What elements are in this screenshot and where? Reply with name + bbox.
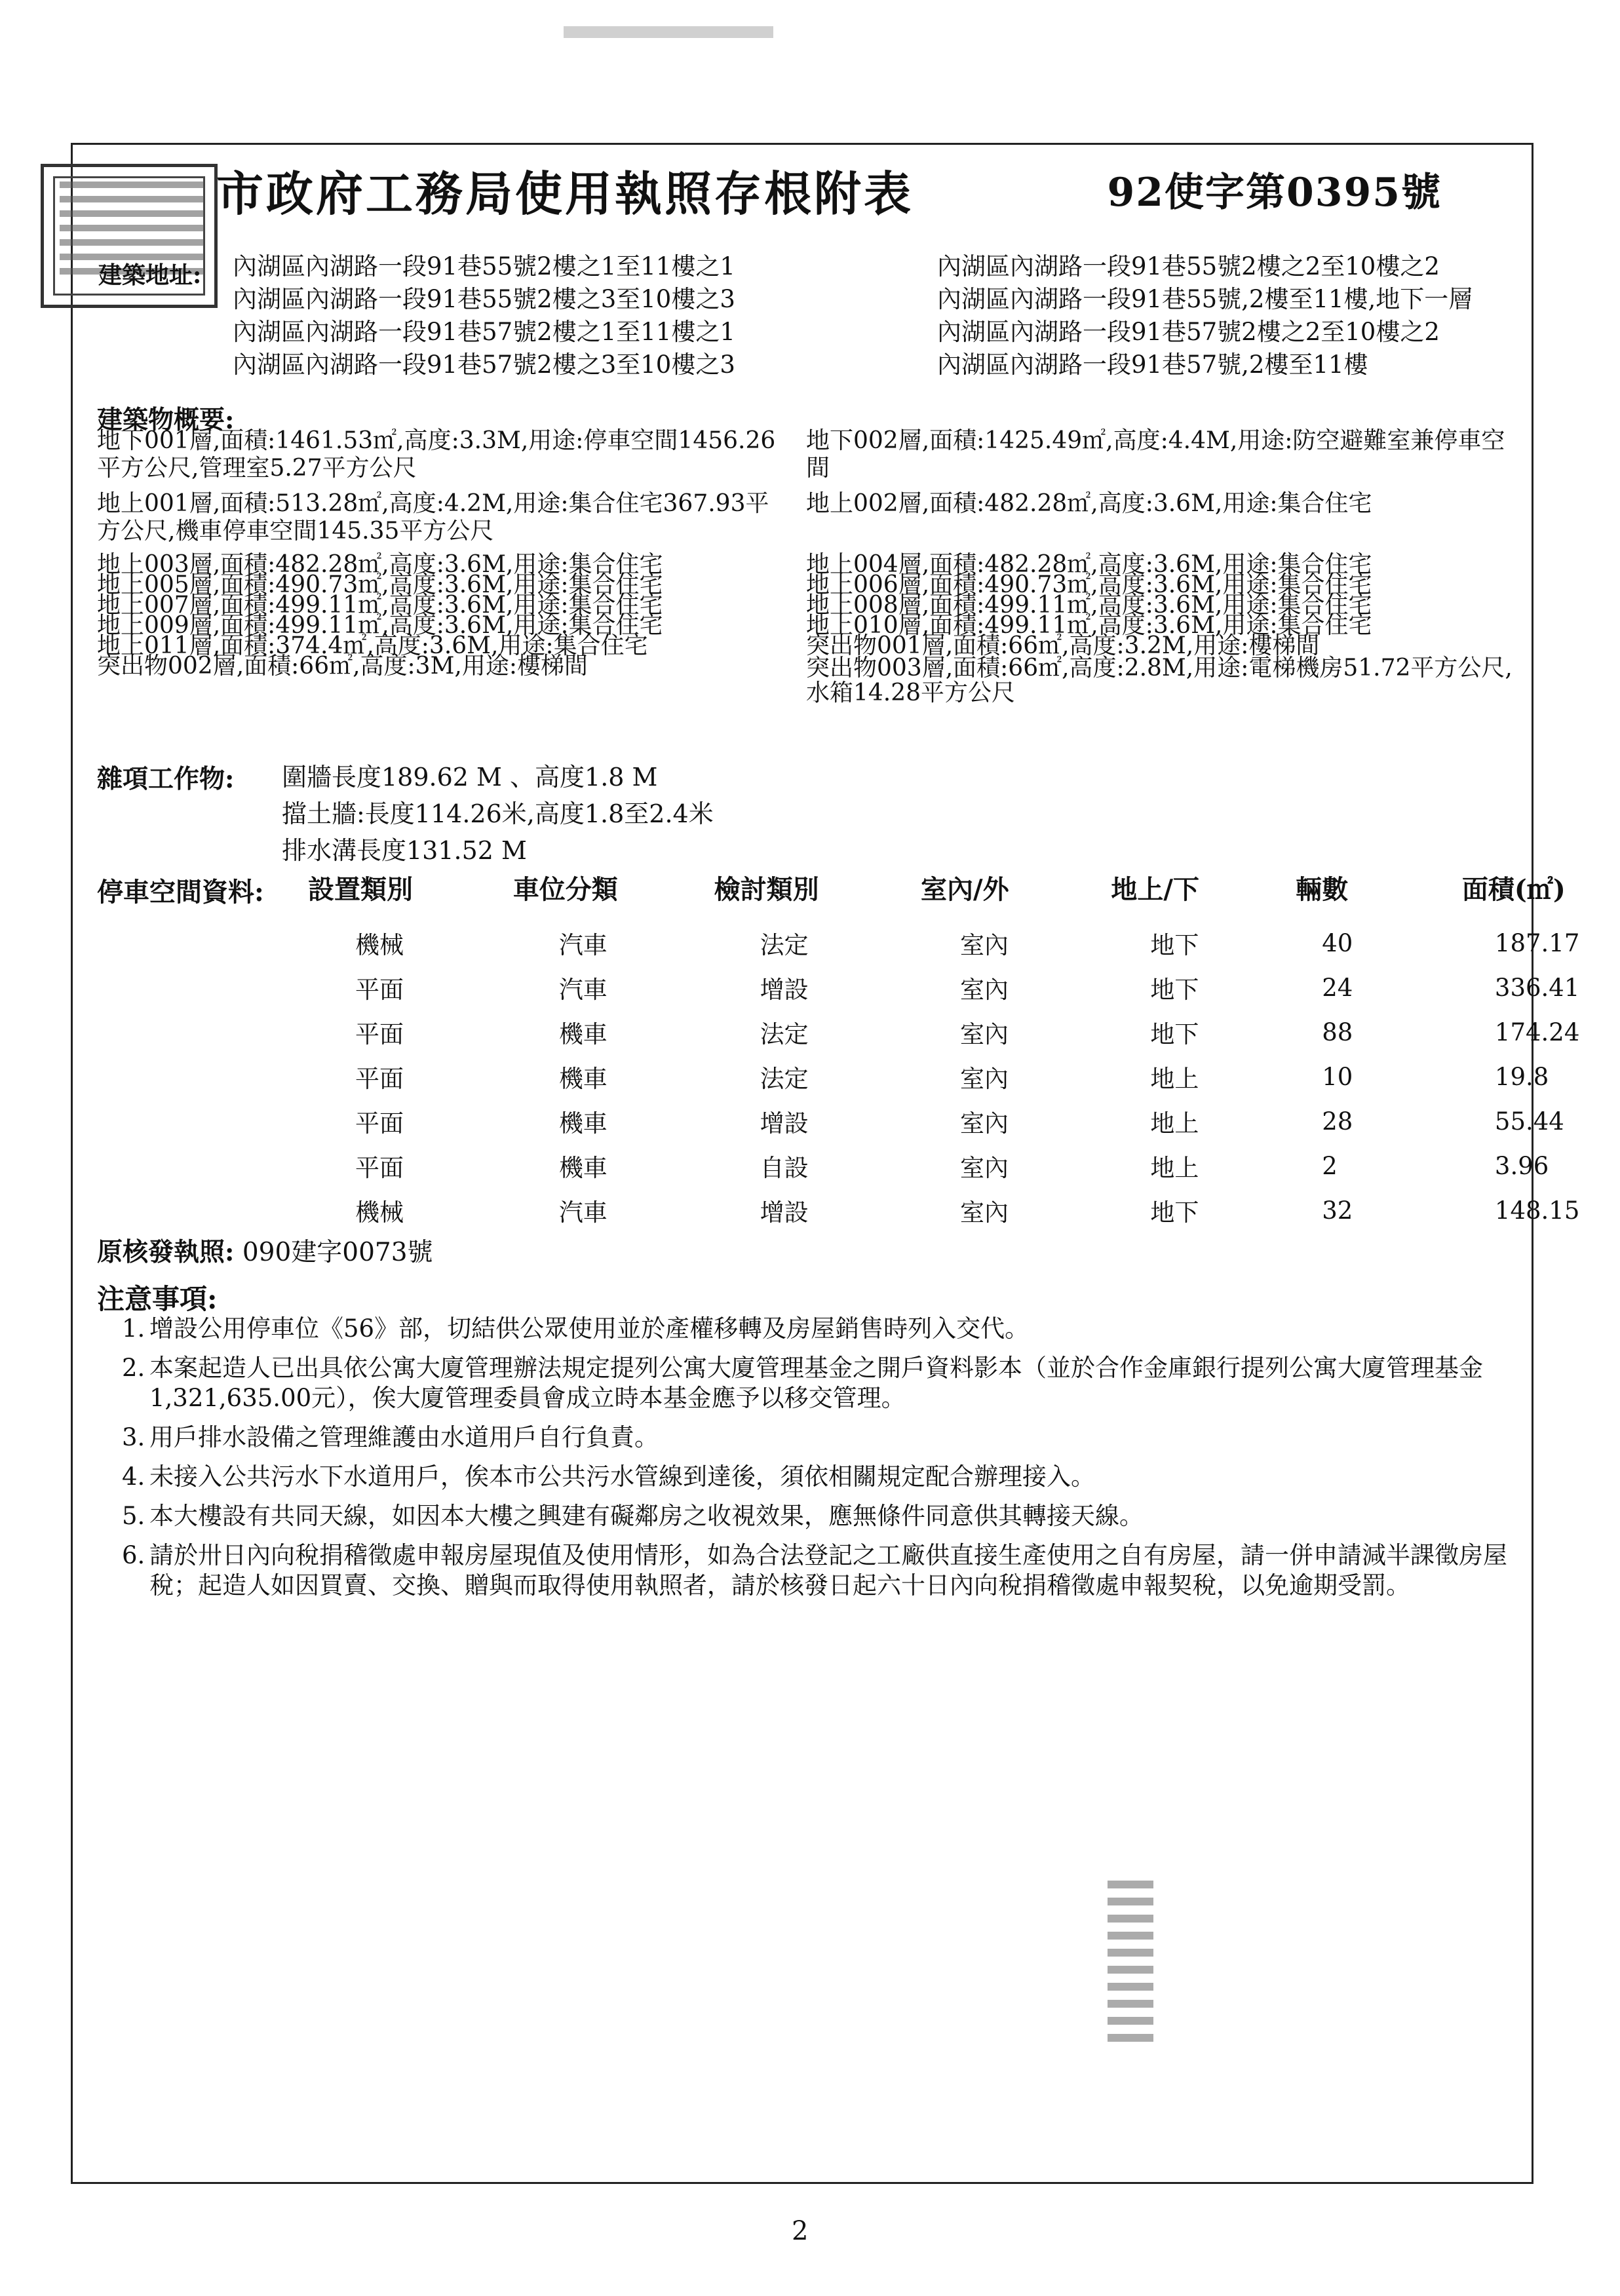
- cell: 室內: [960, 1065, 1009, 1093]
- document-title: 市政府工務局使用執照存根附表: [216, 166, 914, 221]
- notes-list: [122, 1314, 1511, 1610]
- col-header-area: 面積(㎡): [1461, 874, 1566, 905]
- floor-entry: 突出物001層,面積:66㎡,高度:3.2M,用途:樓梯間: [806, 632, 1320, 659]
- cell: 平面: [355, 1065, 404, 1093]
- note-item: [122, 1501, 1511, 1531]
- note-number: 5.: [122, 1502, 145, 1530]
- cell: 148.15: [1494, 1196, 1580, 1225]
- cell: 地下: [1150, 1020, 1199, 1048]
- misc-works-label: 雜項工作物:: [97, 764, 235, 794]
- overview-right-b: [806, 551, 1514, 706]
- cell: 室內: [960, 931, 1009, 959]
- cell: 地下: [1150, 931, 1199, 959]
- cell: 增設: [760, 1109, 809, 1138]
- table-row: [308, 921, 1620, 965]
- vertical-seal-stamp: [1108, 1881, 1153, 2071]
- cell: 室內: [960, 1198, 1009, 1227]
- note-text: 未接入公共污水下水道用戶，俟本市公共污水管線到達後，須依相關規定配合辦理接入。: [149, 1463, 1095, 1491]
- note-text: 本大樓設有共同天線，如因本大樓之興建有礙鄰房之收視效果，應無條件同意供其轉接天線。: [149, 1502, 1144, 1530]
- note-text: 請於卅日內向稅捐稽徵處申報房屋現值及使用情形，如為合法登記之工廠供直接生產使用之自有房屋，請一併申請減半課徵房屋稅；起造人如因買賣、交換、贈與而取得使用執照者，請於核發日起六十日內向稅捐稽徵處申報契稅，以免逾期受罰。: [149, 1541, 1507, 1599]
- misc-work-item: 排水溝長度131.52 M: [282, 836, 527, 865]
- table-row: [308, 965, 1620, 1010]
- table-row: [308, 1010, 1620, 1054]
- original-license: [97, 1232, 433, 1269]
- cell: 室內: [960, 976, 1009, 1004]
- overview-left-b: [97, 551, 792, 679]
- cell: 機車: [558, 1020, 608, 1048]
- note-number: 3.: [122, 1423, 145, 1451]
- cell: 地下: [1150, 976, 1199, 1004]
- cell: 增設: [760, 1198, 809, 1227]
- note-text: 用戶排水設備之管理維護由水道用戶自行負責。: [149, 1423, 659, 1451]
- cell: 平面: [355, 1020, 404, 1048]
- cell: 187.17: [1494, 928, 1580, 957]
- note-item: [122, 1353, 1511, 1413]
- cell: 室內: [960, 1109, 1009, 1138]
- cell: 自設: [760, 1154, 809, 1182]
- floor-entry: 地上001層,面積:513.28㎡,高度:4.2M,用途:集合住宅367.93平方公尺,機車停車空間145.35平方公尺: [97, 490, 769, 545]
- address-line: 內湖區內湖路一段91巷55號2樓之1至11樓之1: [233, 252, 735, 280]
- address-line: 內湖區內湖路一段91巷55號,2樓至11樓,地下一層: [937, 285, 1473, 313]
- note-number: 2.: [122, 1354, 145, 1382]
- notes-heading: 注意事項:: [97, 1283, 218, 1315]
- cell: 24: [1322, 973, 1353, 1002]
- misc-works-list: [282, 759, 714, 869]
- cell: 平面: [355, 1154, 404, 1182]
- address-line: 內湖區內湖路一段91巷57號2樓之3至10樓之3: [233, 351, 735, 379]
- parking-header-row: [308, 869, 1620, 921]
- cell: 地下: [1150, 1198, 1199, 1227]
- original-license-label: 原核發執照:: [97, 1237, 235, 1267]
- overview-left-a: [97, 427, 792, 553]
- cell: 地上: [1150, 1065, 1199, 1093]
- cell: 2: [1322, 1151, 1338, 1180]
- cell: 平面: [355, 976, 404, 1004]
- note-text: 增設公用停車位《56》部，切結供公眾使用並於產權移轉及房屋銷售時列入交代。: [149, 1314, 1030, 1343]
- parking-table: [308, 869, 1620, 1233]
- cell: 3.96: [1494, 1151, 1549, 1180]
- floor-entry: 地下002層,面積:1425.49㎡,高度:4.4M,用途:防空避難室兼停車空間: [806, 427, 1505, 482]
- floor-entry: 地上006層,面積:490.73㎡,高度:3.6M,用途:集合住宅: [806, 571, 1372, 598]
- col-header-review: 檢討類別: [714, 874, 819, 905]
- table-row: [308, 1143, 1620, 1188]
- overview-right-a: [806, 427, 1514, 526]
- cell: 法定: [760, 1020, 809, 1048]
- floor-entry: 地上008層,面積:499.11㎡,高度:3.6M,用途:集合住宅: [806, 592, 1372, 619]
- cell: 機械: [355, 1198, 404, 1227]
- col-header-level: 地上/下: [1111, 874, 1200, 905]
- col-header-indoor: 室內/外: [921, 874, 1009, 905]
- cell: 32: [1322, 1196, 1353, 1225]
- cell: 40: [1322, 928, 1353, 957]
- floor-entry: 地上005層,面積:490.73㎡,高度:3.6M,用途:集合住宅: [97, 571, 663, 598]
- cell: 室內: [960, 1154, 1009, 1182]
- col-header-type: 設置類別: [308, 874, 413, 905]
- address-list-left: [233, 250, 735, 381]
- address-line: 內湖區內湖路一段91巷57號,2樓至11樓: [937, 351, 1368, 379]
- table-row: [308, 1054, 1620, 1099]
- cell: 增設: [760, 976, 809, 1004]
- note-number: 4.: [122, 1463, 145, 1491]
- col-header-vehicle: 車位分類: [512, 874, 618, 905]
- address-line: 內湖區內湖路一段91巷55號2樓之2至10樓之2: [937, 252, 1440, 280]
- note-item: [122, 1540, 1511, 1601]
- misc-work-item: 擋土牆:長度114.26米,高度1.8至2.4米: [282, 799, 714, 828]
- cell: 28: [1322, 1107, 1353, 1136]
- cell: 55.44: [1494, 1107, 1564, 1136]
- cell: 機車: [558, 1154, 608, 1182]
- page-number: 2: [792, 2216, 809, 2246]
- floor-entry: 地上011層,面積:374.4㎡,高度:3.6M,用途:集合住宅: [97, 632, 648, 659]
- parking-label: 停車空間資料:: [97, 877, 264, 908]
- original-license-value: 090建字0073號: [242, 1238, 433, 1267]
- cell: 機車: [558, 1109, 608, 1138]
- cell: 地上: [1150, 1154, 1199, 1182]
- floor-entry: 地上009層,面積:499.11㎡,高度:3.6M,用途:集合住宅: [97, 612, 663, 639]
- overview-label: 建築物概要:: [97, 405, 235, 435]
- note-item: [122, 1462, 1511, 1492]
- note-text: 本案起造人已出具依公寓大廈管理辦法規定提列公寓大廈管理基金之開戶資料影本（並於合作金庫銀行提列公寓大廈管理基金1,321,635.00元），俟大廈管理委員會成立時本基金應予以移交管理。: [149, 1354, 1483, 1412]
- cell: 汽車: [558, 976, 608, 1004]
- address-list-right: [937, 250, 1473, 381]
- cell: 汽車: [558, 931, 608, 959]
- cell: 地上: [1150, 1109, 1199, 1138]
- cell: 法定: [760, 931, 809, 959]
- address-label: 建築地址:: [98, 261, 202, 289]
- scan-smudge: [564, 26, 773, 38]
- note-item: [122, 1314, 1511, 1344]
- cell: 10: [1322, 1062, 1353, 1091]
- cell: 法定: [760, 1065, 809, 1093]
- note-number: 6.: [122, 1541, 145, 1569]
- note-number: 1.: [122, 1314, 145, 1343]
- table-row: [308, 1099, 1620, 1143]
- cell: 88: [1322, 1018, 1353, 1046]
- table-row: [308, 1188, 1620, 1233]
- cell: 機車: [558, 1065, 608, 1093]
- cell: 平面: [355, 1109, 404, 1138]
- address-line: 內湖區內湖路一段91巷57號2樓之1至11樓之1: [233, 318, 735, 346]
- cell: 汽車: [558, 1198, 608, 1227]
- floor-entry: 地上010層,面積:499.11㎡,高度:3.6M,用途:集合住宅: [806, 612, 1372, 639]
- misc-work-item: 圍牆長度189.62 M 、高度1.8 M: [282, 763, 658, 792]
- cell: 19.8: [1494, 1062, 1549, 1091]
- header: [144, 152, 1494, 224]
- floor-entry: 突出物002層,面積:66㎡,高度:3M,用途:樓梯間: [97, 653, 588, 679]
- cell: 室內: [960, 1020, 1009, 1048]
- floor-entry: 地下001層,面積:1461.53㎡,高度:3.3M,用途:停車空間1456.26平方公尺,管理室5.27平方公尺: [97, 427, 776, 482]
- cell: 174.24: [1494, 1018, 1580, 1046]
- floor-entry: 地上002層,面積:482.28㎡,高度:3.6M,用途:集合住宅: [806, 490, 1372, 517]
- document-number: 92使字第0395號: [1107, 170, 1442, 216]
- floor-entry: 地上003層,面積:482.28㎡,高度:3.6M,用途:集合住宅: [97, 551, 663, 578]
- address-line: 內湖區內湖路一段91巷55號2樓之3至10樓之3: [233, 285, 735, 313]
- floor-entry: 地上007層,面積:499.11㎡,高度:3.6M,用途:集合住宅: [97, 592, 663, 619]
- floor-entry: 地上004層,面積:482.28㎡,高度:3.6M,用途:集合住宅: [806, 551, 1372, 578]
- address-line: 內湖區內湖路一段91巷57號2樓之2至10樓之2: [937, 318, 1440, 346]
- col-header-count: 輛數: [1296, 874, 1349, 905]
- cell: 機械: [355, 931, 404, 959]
- floor-entry: 突出物003層,面積:66㎡,高度:2.8M,用途:電梯機房51.72平方公尺,水箱14.28平方公尺: [806, 655, 1513, 706]
- note-item: [122, 1423, 1511, 1453]
- cell: 336.41: [1494, 973, 1580, 1002]
